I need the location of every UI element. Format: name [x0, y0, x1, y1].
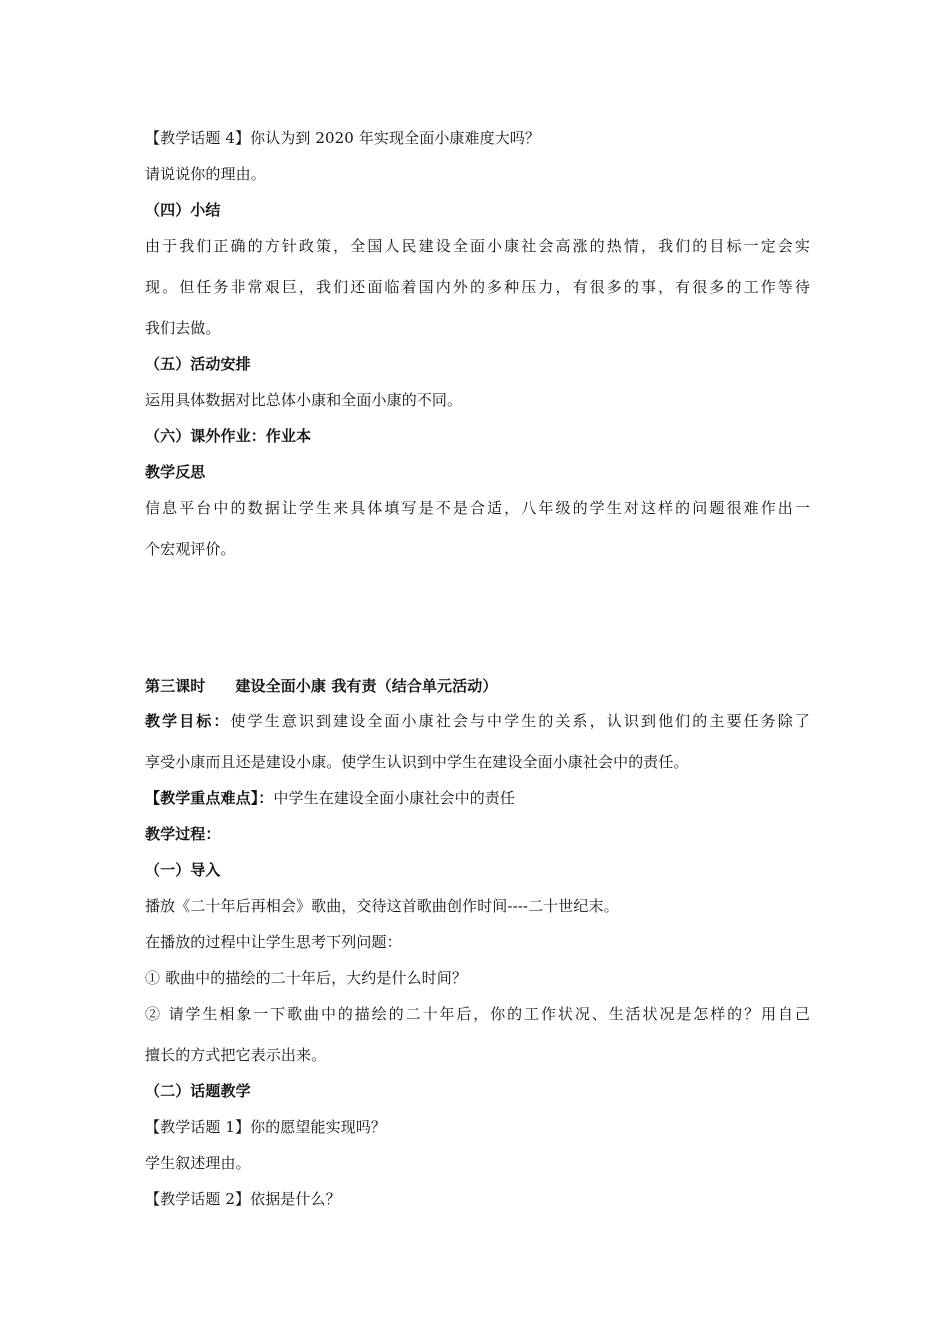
goal-text-1: 使学生意识到建设全面小康社会与中学生的关系，认识到他们的主要任务除了: [230, 712, 810, 730]
topic1-reply: 学生叙述理由。: [145, 1154, 251, 1172]
question-2-line-1: ② 请学生相象一下歌曲中的描绘的二十年后，你的工作状况、生活状况是怎样的？用自己: [145, 1005, 810, 1023]
lesson-heading: [145, 676, 810, 696]
topic-heading: （二）话题教学: [145, 1082, 251, 1100]
lesson-label: 第三课时: [145, 677, 206, 695]
summary-line-1: 由于我们正确的方针政策，全国人民建设全面小康社会高涨的热情，我们的目标一定会实: [145, 237, 810, 255]
activity-text: 运用具体数据对比总体小康和全面小康的不同。: [145, 391, 463, 409]
summary-heading: （四）小结: [145, 201, 221, 219]
reflection-line-2: 个宏观评价。: [145, 540, 236, 558]
goal-line-1: [145, 711, 810, 731]
goal-label: 教学目标：: [145, 712, 231, 730]
intro-line-2: 在播放的过程中让学生思考下列问题：: [145, 933, 402, 951]
intro-heading: （一）导入: [145, 861, 221, 879]
question-2-line-2: 擅长的方式把它表示出来。: [145, 1046, 327, 1064]
lesson-title: 建设全面小康 我有责（结合单元活动）: [235, 677, 498, 695]
reflection-heading: 教学反思: [145, 463, 206, 481]
reflection-line-1: 信息平台中的数据让学生来具体填写是不是合适，八年级的学生对这样的问题很难作出一: [145, 499, 810, 517]
topic4-question: 【教学话题 4】你认为到 2020 年实现全面小康难度大吗？: [145, 129, 541, 147]
topic1-question: 【教学话题 1】你的愿望能实现吗？: [145, 1118, 387, 1136]
keypoint-label: 【教学重点难点】：: [145, 789, 274, 807]
summary-line-2: 现。但任务非常艰巨，我们还面临着国内外的多种压力，有很多的事，有很多的工作等待: [145, 278, 810, 296]
topic4-prompt: 请说说你的理由。: [145, 165, 266, 183]
keypoint-text: 中学生在建设全面小康社会中的责任: [273, 789, 516, 807]
intro-line-1: 播放《二十年后再相会》歌曲，交待这首歌曲创作时间----二十世纪末。: [145, 897, 619, 915]
topic2-question: 【教学话题 2】依据是什么？: [145, 1190, 341, 1208]
process-heading: 教学过程：: [145, 825, 221, 843]
activity-heading: （五）活动安排: [145, 355, 251, 373]
question-1: ① 歌曲中的描绘的二十年后，大约是什么时间？: [145, 969, 467, 987]
keypoint-line: [145, 788, 810, 808]
homework-heading: （六）课外作业：作业本: [145, 427, 312, 445]
goal-line-2: 享受小康而且还是建设小康。使学生认识到中学生在建设全面小康社会中的责任。: [145, 753, 689, 771]
summary-line-3: 我们去做。: [145, 319, 221, 337]
